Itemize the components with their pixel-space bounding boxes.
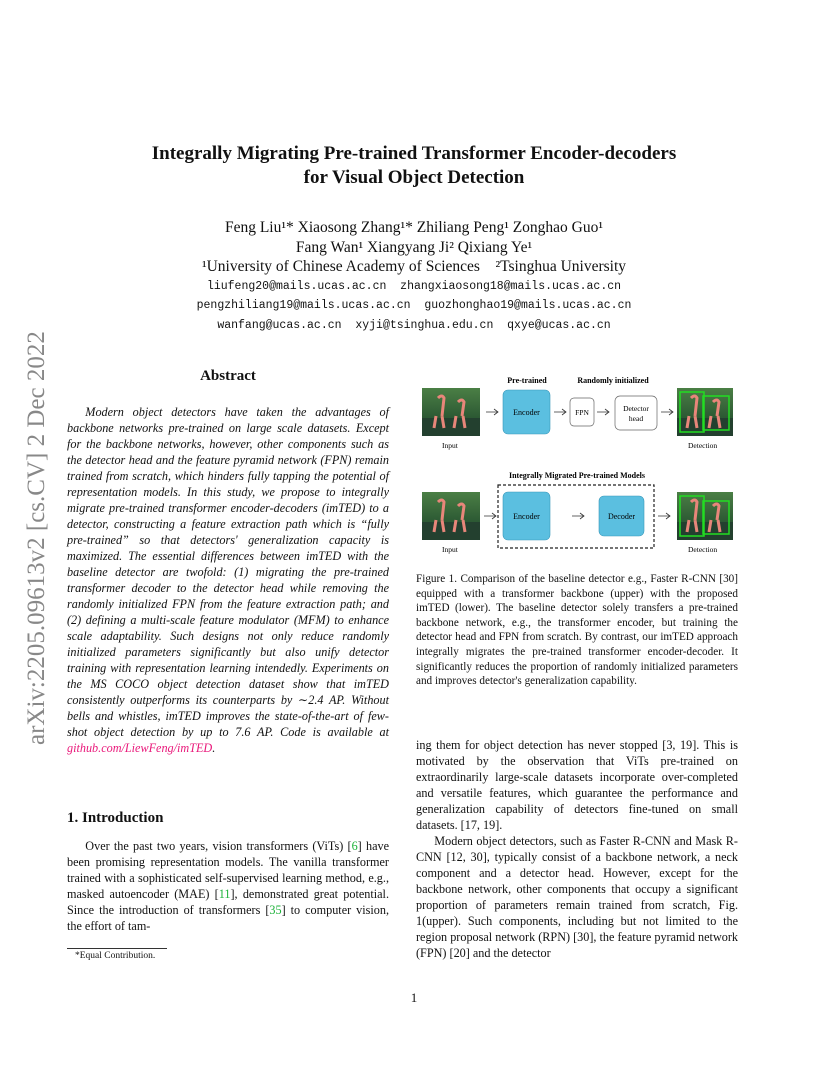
arxiv-stamp: [4, 290, 60, 750]
upper-encoder-label: Encoder: [513, 408, 540, 417]
authors-line-1: Feng Liu¹* Xiaosong Zhang¹* Zhiliang Peng¹ Zonghao Guo¹: [224, 219, 604, 236]
fpn-label: FPN: [575, 408, 589, 417]
intro-paragraph: [67, 838, 389, 934]
figure-1: [416, 368, 738, 568]
paper-title: [0, 142, 828, 190]
arxiv-id: arXiv:2205.09613v2 [cs.CV] 2 Dec 2022: [23, 331, 50, 745]
citation-link[interactable]: 35: [269, 903, 282, 917]
citation-link[interactable]: 6: [351, 839, 358, 853]
citation-link[interactable]: 11: [218, 887, 231, 901]
arrow-icon: [486, 409, 498, 415]
figure-caption: Figure 1. Comparison of the baseline detector e.g., Faster R-CNN [30] equipped with a transformer backbone (upper) with the proposed imTED (lower). The baseline detector solely transfers a pre-trained backbone network, e.g., the transformer encoder, but training the detector head and FPN from scratch. By contrast, our imTED approach integrally migrates the pre-trained transformer encoder-decoder. It significantly reduces the proportion of randomly initialized parameters and improves detector's generalization capability.: [416, 573, 738, 688]
decoder-label: Decoder: [607, 512, 636, 521]
page-number: 1: [410, 990, 418, 1005]
right-paragraph-1: ing them for object detection has never stopped [3, 19]. This is motivated by the observation that ViTs pre-trained on extraordinarily large-scale datasets incorporate over-completed and versatile features, which guarantee the performance and generalization capability of detectors fine-tuned on small datasets. [17, 19].: [416, 738, 738, 832]
emails: [0, 277, 828, 336]
intro-text-d: ] to computer vision, the effort of tam-: [67, 903, 390, 933]
intro-heading: 1. Introduction: [67, 810, 164, 826]
upper-input-label: Input: [442, 441, 458, 450]
arrow-icon: [572, 513, 584, 519]
authors-line-2: Fang Wan¹ Xiangyang Ji² Qixiang Ye¹: [295, 238, 533, 256]
label-integral: Integrally Migrated Pre-trained Models: [508, 471, 646, 480]
label-pretrained: Pre-trained: [507, 376, 547, 385]
upper-input-image: [422, 388, 480, 436]
arrow-icon: [554, 409, 566, 415]
intro-text-c: ], demonstrated great potential. Since the introduction of transformers [: [67, 887, 389, 917]
lower-detection-image: [677, 492, 733, 540]
arrow-icon: [484, 513, 496, 519]
right-column-text: [416, 737, 738, 961]
detector-head-label-1: Detector: [623, 404, 649, 413]
abstract-body: [67, 404, 389, 756]
footnote: *Equal Contribution.: [75, 951, 156, 961]
lower-detection-label: Detection: [688, 545, 718, 554]
upper-detection-label: Detection: [688, 441, 718, 450]
arrow-icon: [661, 409, 673, 415]
upper-detection-image: [677, 388, 733, 436]
code-link[interactable]: github.com/LiewFeng/imTED: [67, 741, 213, 755]
label-random: Randomly initialized: [577, 376, 649, 385]
abstract-end: .: [212, 741, 216, 755]
emails-line-3: wanfang@ucas.ac.cn xyji@tsinghua.edu.cn qxye@ucas.ac.cn: [217, 318, 611, 332]
abstract-heading: Abstract: [200, 368, 256, 384]
emails-line-2: pengzhiliang19@mails.ucas.ac.cn guozhonghao19@mails.ucas.ac.cn: [196, 299, 632, 312]
detector-head-label-2: head: [628, 414, 644, 423]
lower-encoder-label: Encoder: [513, 512, 540, 521]
arrow-icon: [597, 409, 609, 415]
detector-head-box: [615, 396, 657, 430]
lower-input-image: [422, 492, 480, 540]
author-block: [0, 218, 828, 335]
arrow-icon: [658, 513, 670, 519]
lower-input-label: Input: [442, 545, 458, 554]
intro-text-b: ] have been promising representation models. The vanilla transformer trained with a sophisticated self-supervised learning method, e.g., masked autoencoder (MAE) [: [67, 839, 389, 901]
title-line-1: Integrally Migrating Pre-trained Transformer Encoder-decoders: [151, 143, 677, 164]
intro-text-a: Over the past two years, vision transformers (ViTs) [: [85, 839, 352, 853]
emails-line-1: liufeng20@mails.ucas.ac.cn zhangxiaosong18@mails.ucas.ac.cn: [206, 279, 622, 293]
affiliations: ¹University of Chinese Academy of Sciences ²Tsinghua University: [201, 258, 627, 275]
title-line-2: for Visual Object Detection: [303, 167, 525, 188]
right-paragraph-2: Modern object detectors, such as Faster R-CNN and Mask R-CNN [12, 30], typically consist of a backbone network, a neck component and a detector head. However, except for the backbone network, other components that occupy a significant proportion of parameters remain trained from scratch, Fig. 1(upper). Such components, including but not limited to the region proposal network (RPN) [30], the feature pyramid network (FPN) [20] and the detector: [416, 834, 738, 960]
abstract-text: Modern object detectors have taken the advantages of backbone networks pre-trained on large scale datasets. Except for the backbone networks, however, other components such as the detector head and the feature pyramid network (FPN) remain trained from scratch, which hinders fully tapping the potential of representation models. In this study, we propose to integrally migrate pre-trained transformer encoder-decoders (imTED) to a detector, constructing a feature extraction path which is “fully pre-trained” so that detectors' generalization capacity is maximized. The essential differences between imTED with the baseline detector are twofold: (1) migrating the pre-trained transformer decoder to the detector head while removing the randomly initialized FPN from the feature extraction path; and (2) defining a multi-scale feature modulator (MFM) to enhance scale adaptability. Such designs not only reduce randomly initialized parameters significantly but also unify detector training with representation learning intendedly. Experiments on the MS COCO object detection dataset show that imTED consistently outperforms its counterparts by ∼2.4 AP. Without bells and whistles, imTED improves the state-of-the-art of few-shot object detection by up to 7.6 AP. Code is available at: [67, 405, 389, 739]
footnote-rule: [67, 948, 167, 949]
